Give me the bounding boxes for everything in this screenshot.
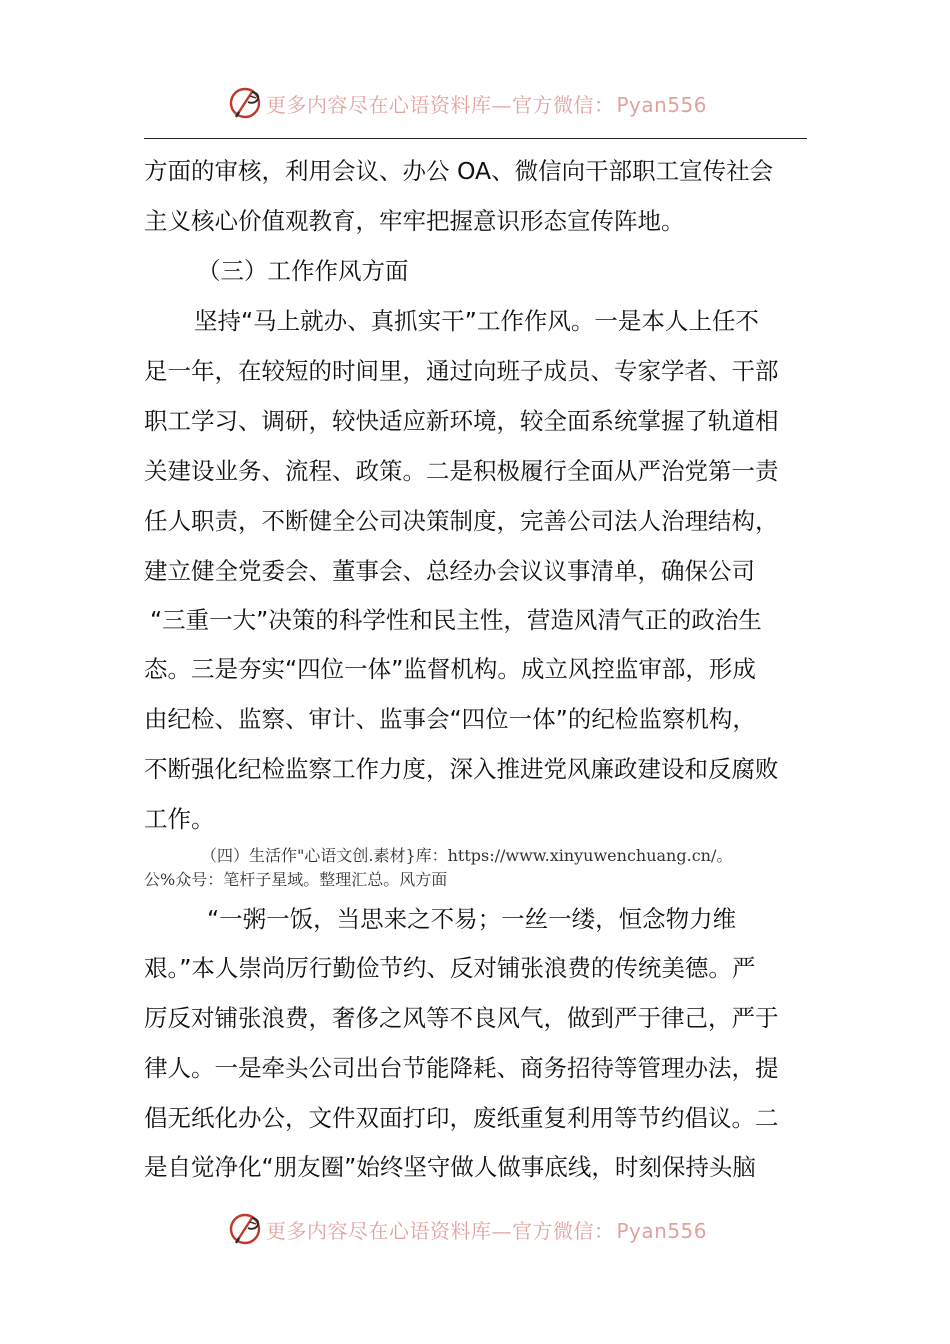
body-line: 律人。一是牵头公司出台节能降耗、商务招待等管理办法，提	[144, 1054, 779, 1082]
body-line: 关建设业务、流程、政策。二是积极履行全面从严治党第一责	[144, 457, 779, 485]
header-banner-slogan: 更多内容尽在心语资料库—官方微信：	[266, 93, 615, 117]
body-line: 建立健全党委会、董事会、总经办会议议事清单，确保公司	[144, 557, 755, 585]
footer-banner	[0, 1208, 950, 1252]
body-line: 由纪检、监察、审计、监事会“四位一体”的纪检监察机构，	[144, 705, 756, 733]
section-heading: （三）工作作风方面	[197, 257, 409, 285]
body-line: 倡无纸化办公，文件双面打印，废纸重复利用等节约倡议。二	[144, 1104, 779, 1132]
body-line: 不断强化纪检监察工作力度，深入推进党风廉政建设和反腐败	[144, 755, 779, 783]
feather-pen-logo-icon	[228, 1210, 264, 1248]
feather-pen-logo-icon	[228, 84, 264, 122]
footer-banner-text	[266, 1215, 707, 1244]
body-line: 是自觉净化“朋友圈”始终坚守做人做事底线，时刻保持头脑	[144, 1153, 756, 1181]
body-line: 主义核心价值观教育，牢牢把握意识形态宣传阵地。	[144, 207, 685, 235]
body-line: 方面的审核，利用会议、办公 OA、微信向干部职工宣传社会	[144, 157, 774, 185]
body-line: 足一年，在较短的时间里，通过向班子成员、专家学者、干部	[144, 357, 779, 385]
header-wechat-id: Pyan556	[616, 93, 708, 117]
body-line: 态。三是夯实“四位一体”监督机构。成立风控监审部，形成	[144, 655, 756, 683]
body-line: 职工学习、调研，较快适应新环境，较全面系统掌握了轨道相	[144, 407, 779, 435]
source-notice-line: （四）生活作"心语文创.素材}库：https://www.xinyuwenchuang.cn/。	[201, 846, 733, 865]
paragraph-first-line: “一粥一饭，当思来之不易；一丝一缕，恒念物力维	[207, 905, 737, 933]
body-line: 任人职责，不断健全公司决策制度，完善公司法人治理结构，	[144, 507, 779, 535]
footer-banner-slogan: 更多内容尽在心语资料库—官方微信：	[266, 1219, 615, 1243]
header-banner	[0, 82, 950, 126]
footer-wechat-id: Pyan556	[616, 1219, 708, 1243]
header-banner-text	[266, 89, 707, 118]
body-line: 工作。	[144, 805, 215, 833]
body-line: 艰。”本人崇尚厉行勤俭节约、反对铺张浪费的传统美德。严	[144, 954, 756, 982]
header-divider	[144, 138, 807, 139]
body-line: 厉反对铺张浪费，奢侈之风等不良风气，做到严于律己，严于	[144, 1004, 779, 1032]
source-notice-line: 公%众号：笔杆子星域。整理汇总。风方面	[144, 870, 448, 889]
body-line: “三重一大”决策的科学性和民主性，营造风清气正的政治生	[150, 606, 762, 634]
paragraph-first-line: 坚持“马上就办、真抓实干”工作作风。一是本人上任不	[194, 307, 759, 335]
